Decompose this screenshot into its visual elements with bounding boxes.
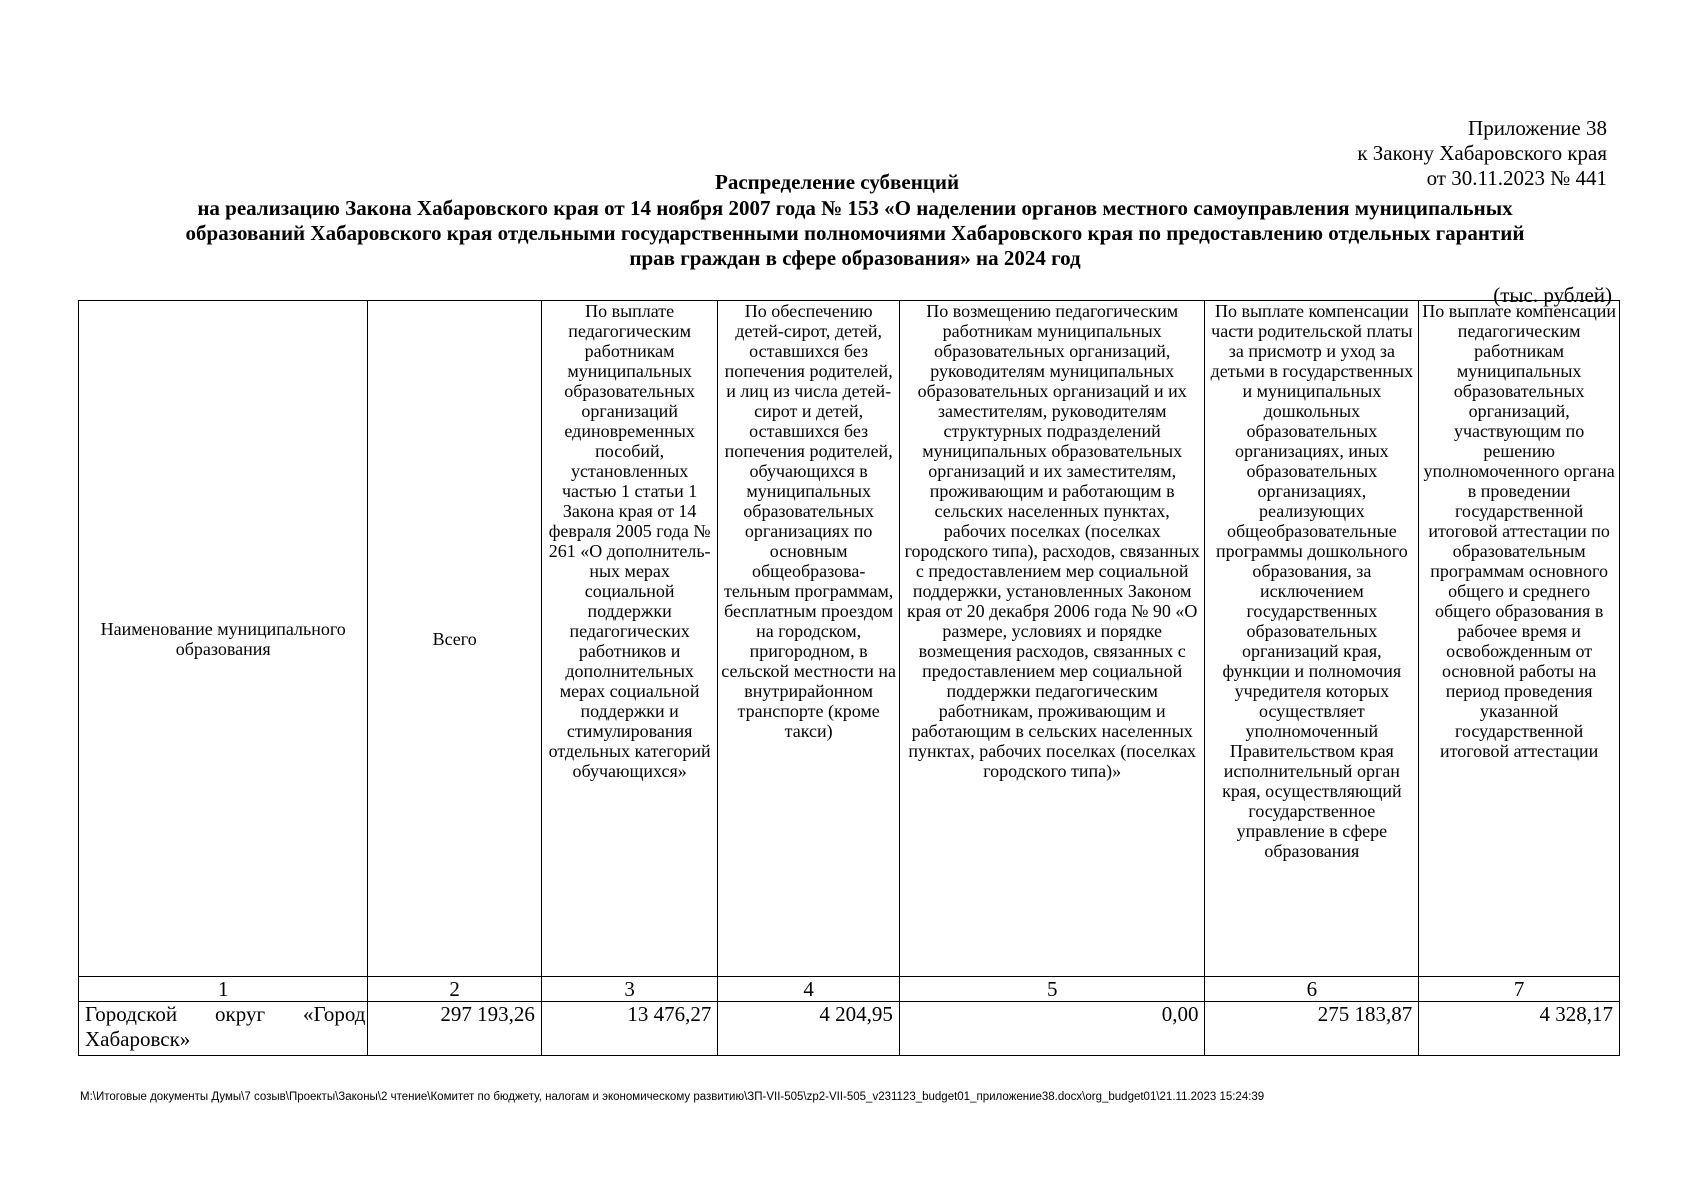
column-number-row [79,977,1620,1002]
column-number: 2 [368,977,541,1002]
header-row [79,301,1620,977]
subtitle-line-2: образований Хабаровского края отдельными государственными полномочиями Хабаровского края по предоставлению отдельных гарантий [185,221,1525,245]
col-7-value: 4 328,17 [1419,1002,1620,1056]
col-4-value: 4 204,95 [718,1002,900,1056]
annex-law-ref: к Закону Хабаровского края [1357,141,1607,165]
subtitle-line-1: на реализацию Закона Хабаровского края от 14 ноября 2007 года № 153 «О наделении органов местного самоуправления муниципальных [197,196,1513,220]
annex-law-date: от 30.11.2023 № 441 [1426,166,1607,190]
annex-number: Приложение 38 [1468,116,1607,140]
header-total: Всего [368,301,541,977]
document-title: Распределение субвенций [715,170,960,194]
header-col-6: По выплате компенсации части родительской платы за присмотр и уход за детьми в государственных и муниципальных дошкольных образовательных организациях, иных образовательных организациях, реализующих общеобразовательные программы дошкольного образования, за исключением государственных образовательных организаций края, функции и полномочия учредителя которых осуществляет уполномоченный Правительством края исполнительный орган края, осуществляющий государственное управление в сфере образования [1205,301,1419,977]
column-number: 6 [1205,977,1419,1002]
col-3-value: 13 476,27 [541,1002,717,1056]
subventions-table [78,300,1620,1056]
subtitle-line-3: прав граждан в сфере образования» на 2024 год [629,246,1081,270]
col-5-value: 0,00 [899,1002,1205,1056]
column-number: 5 [899,977,1205,1002]
column-number: 1 [79,977,368,1002]
header-col-4: По обеспечению детей-сирот, детей, оставшихся без попечения родителей, и лиц из числа детей-сирот и детей, оставшихся без попечения родителей, обучающихся в муниципальных образовательных организациях по основным общеобразова-тельным программам, бесплатным проездом на городском, пригородном, в сельской местности на внутрирайонном транспорте (кроме такси) [718,301,900,977]
file-path-footer: M:\Итоговые документы Думы\7 созыв\Проекты\Законы\2 чтение\Комитет по бюджету, налогам и экономическому развитию\ЗП-VII-505\zp2-VII-505_v231123_budget01_приложение38.docx\org_budget01\21.11.2023 15:24:39 [80,1091,1265,1103]
table-row [79,1002,1620,1056]
document-subtitle [95,196,1615,271]
column-number: 7 [1419,977,1620,1002]
header-municipality: Наименование муниципального образования [79,301,368,977]
header-col-5: По возмещению педагогическим работникам муниципальных образовательных организаций, руководителям муниципальных образовательных организаций и их заместителям, руководителям структурных подразделений муниципальных образовательных организаций и их заместителям, проживающим и работающим в сельских населенных пунктах, рабочих поселках (поселках городского типа), расходов, связанных с предоставлением мер социальной поддержки, установленных Законом края от 20 декабря 2006 года № 90 «О размере, условиях и порядке возмещения расходов, связанных с предоставлением мер социальной поддержки педагогическим работникам, проживающим и работающим в сельских населенных пунктах, рабочих поселках (поселках городского типа)» [899,301,1205,977]
units-label: (тыс. рублей) [1493,283,1612,307]
municipality-name: Городской округ «Город Хабаровск» [79,1002,368,1056]
header-col-7: По выплате компенсации педагогическим работникам муниципальных образовательных организаций, участвующим по решению уполномоченного органа в проведении государственной итоговой аттестации по образовательным программам основного общего и среднего общего образования в рабочее время и освобожденным от основной работы на период проведения указанной государственной итоговой аттестации [1419,301,1620,977]
column-number: 4 [718,977,900,1002]
col-6-value: 275 183,87 [1205,1002,1419,1056]
annex-block [1187,116,1607,191]
column-number: 3 [541,977,717,1002]
header-col-3: По выплате педагогическим работникам муниципальных образовательных организаций единовременных пособий, установленных частью 1 статьи 1 Закона края от 14 февраля 2005 года № 261 «О дополнитель-ных мерах социальной поддержки педагогических работников и дополнительных мерах социальной поддержки и стимулирования отдельных категорий обучающихся» [541,301,717,977]
total-value: 297 193,26 [368,1002,541,1056]
